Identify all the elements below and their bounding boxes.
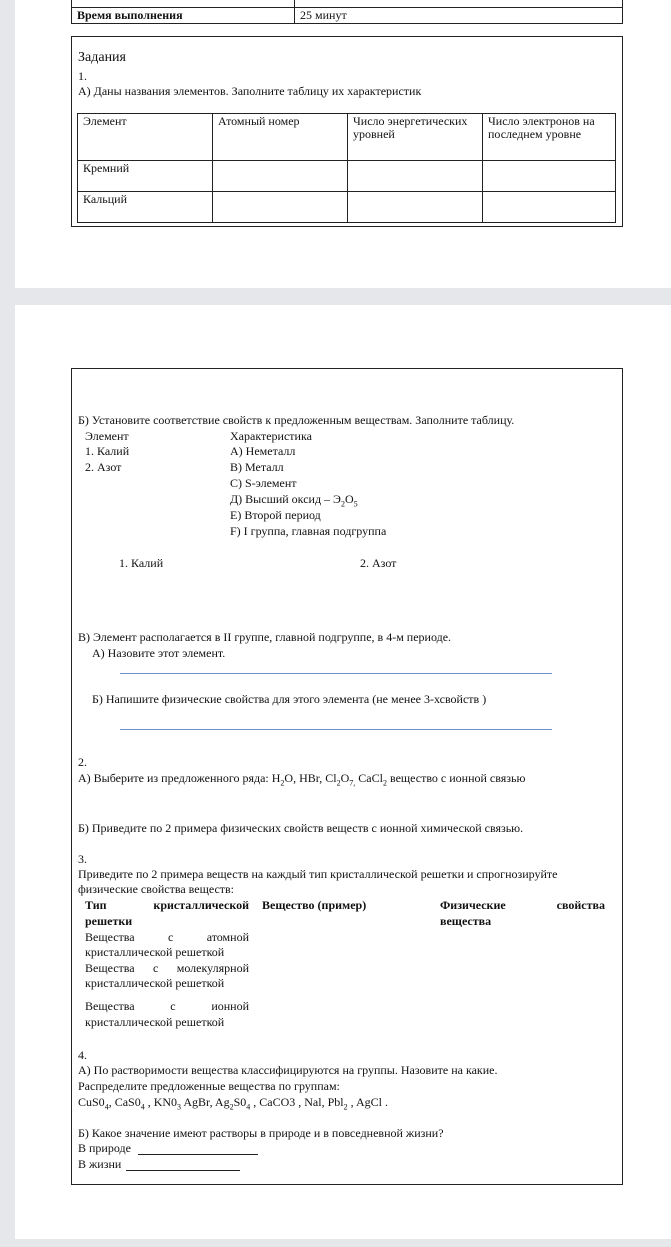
task-3-text-1: Приведите по 2 примера веществ на каждый тип кристаллической решетки и спрогнозируйте bbox=[78, 867, 558, 881]
time-table bbox=[71, 0, 623, 24]
char-f: F) I группа, главная подгруппа bbox=[230, 524, 387, 538]
page-2 bbox=[15, 305, 671, 1239]
char-c: С) S-элемент bbox=[230, 476, 297, 490]
task-2-number: 2. bbox=[78, 755, 87, 769]
task-4a-text: А) По растворимости вещества классифицируются на группы. Назовите на какие. bbox=[78, 1063, 498, 1077]
header-element: Элемент bbox=[78, 114, 213, 161]
header-energy-levels: Число энергетических уровней bbox=[348, 114, 483, 161]
t3-header-type: Тип кристаллической bbox=[85, 898, 249, 912]
answer-line-element[interactable] bbox=[120, 673, 552, 674]
task-4-substances: $CuS0_4$, $CaS0_4$ , $KN0_3$ AgBr, $Ag_2S0_4$ , CaCO3 , Nal, Pbl$_2$ , AgCl . bbox=[78, 1095, 388, 1112]
life-label: В жизни bbox=[78, 1157, 122, 1171]
task-1b-text: Б) Установите соответствие свойств к предложенным веществам. Заполните таблицу. bbox=[78, 413, 515, 427]
task-4-number: 4. bbox=[78, 1048, 87, 1062]
t3-row-atomic-2: кристаллической решеткой bbox=[85, 945, 225, 959]
t3-row-atomic: Вещества с атомной bbox=[85, 930, 249, 944]
cell-input[interactable] bbox=[483, 161, 616, 192]
char-d: Д) Высший оксид – $Э_2O_5$ bbox=[230, 492, 358, 509]
cell-input[interactable] bbox=[213, 161, 348, 192]
task-1v-a-text: А) Назовите этот элемент. bbox=[92, 646, 226, 660]
task-1v-b-text: Б) Напишите физические свойства для этого элемента (не менее 3-хсвойств ) bbox=[92, 692, 487, 706]
cell-input[interactable] bbox=[348, 192, 483, 223]
t3-header-properties-2: вещества bbox=[440, 914, 492, 928]
task-3-text-2: физические свойства веществ: bbox=[78, 882, 235, 896]
t3-header-properties: Физические свойства bbox=[440, 898, 605, 912]
col-element-label: Элемент bbox=[85, 429, 129, 443]
char-e: Е) Второй период bbox=[230, 508, 321, 522]
tasks-title: Задания bbox=[78, 50, 126, 65]
page-1 bbox=[15, 0, 671, 288]
char-b: В) Металл bbox=[230, 460, 284, 474]
task-4a-text-2: Распределите предложенные вещества по группам: bbox=[78, 1079, 340, 1093]
task-2b-text: Б) Приведите по 2 примера физических свойств веществ с ионной химической связью. bbox=[78, 821, 524, 835]
t3-row-molecular: Вещества с молекулярной bbox=[85, 961, 249, 975]
row-silicon-label: Кремний bbox=[78, 161, 213, 192]
t3-row-molecular-2: кристаллической решеткой bbox=[85, 976, 225, 990]
task-1a-text: А) Даны названия элементов. Заполните таблицу их характеристик bbox=[78, 84, 422, 98]
time-label: Время выполнения bbox=[72, 8, 295, 24]
task-2a-text: А) Выберите из предложенного ряда: $H_2O$, HBr, $Cl_2O_{7,}$ CaCl$_2$ вещество с ионной связью bbox=[78, 771, 526, 788]
t3-row-ionic: Вещества с ионной bbox=[85, 999, 249, 1013]
answer-nitrogen: 2. Азот bbox=[360, 556, 397, 570]
row-calcium-label: Кальций bbox=[78, 192, 213, 223]
task-1v-text: В) Элемент располагается в II группе, главной подгруппе, в 4-м периоде. bbox=[78, 630, 452, 644]
element-nitrogen: 2. Азот bbox=[85, 460, 122, 474]
answer-potassium: 1. Калий bbox=[119, 556, 164, 570]
header-atomic-number: Атомный номер bbox=[213, 114, 348, 161]
time-value: 25 минут bbox=[295, 8, 623, 24]
cell-input[interactable] bbox=[213, 192, 348, 223]
header-outer-electrons: Число электронов на последнем уровне bbox=[483, 114, 616, 161]
col-characteristic-label: Характеристика bbox=[230, 429, 312, 443]
cell-input[interactable] bbox=[348, 161, 483, 192]
element-potassium: 1. Калий bbox=[85, 444, 130, 458]
t3-header-substance: Вещество (пример) bbox=[262, 898, 367, 912]
nature-label: В природе bbox=[78, 1141, 131, 1155]
task-3-number: 3. bbox=[78, 852, 87, 866]
life-answer-line[interactable] bbox=[126, 1170, 240, 1171]
t3-header-type-2: решетки bbox=[85, 914, 133, 928]
task-1-number: 1. bbox=[78, 69, 87, 83]
nature-answer-line[interactable] bbox=[138, 1154, 258, 1155]
cell-input[interactable] bbox=[483, 192, 616, 223]
elements-table bbox=[77, 113, 616, 223]
task-4b-text: Б) Какое значение имеют растворы в природе и в повседневной жизни? bbox=[78, 1126, 444, 1140]
answer-line-properties[interactable] bbox=[120, 729, 552, 730]
t3-row-ionic-2: кристаллической решеткой bbox=[85, 1015, 225, 1029]
char-a: А) Неметалл bbox=[230, 444, 296, 458]
